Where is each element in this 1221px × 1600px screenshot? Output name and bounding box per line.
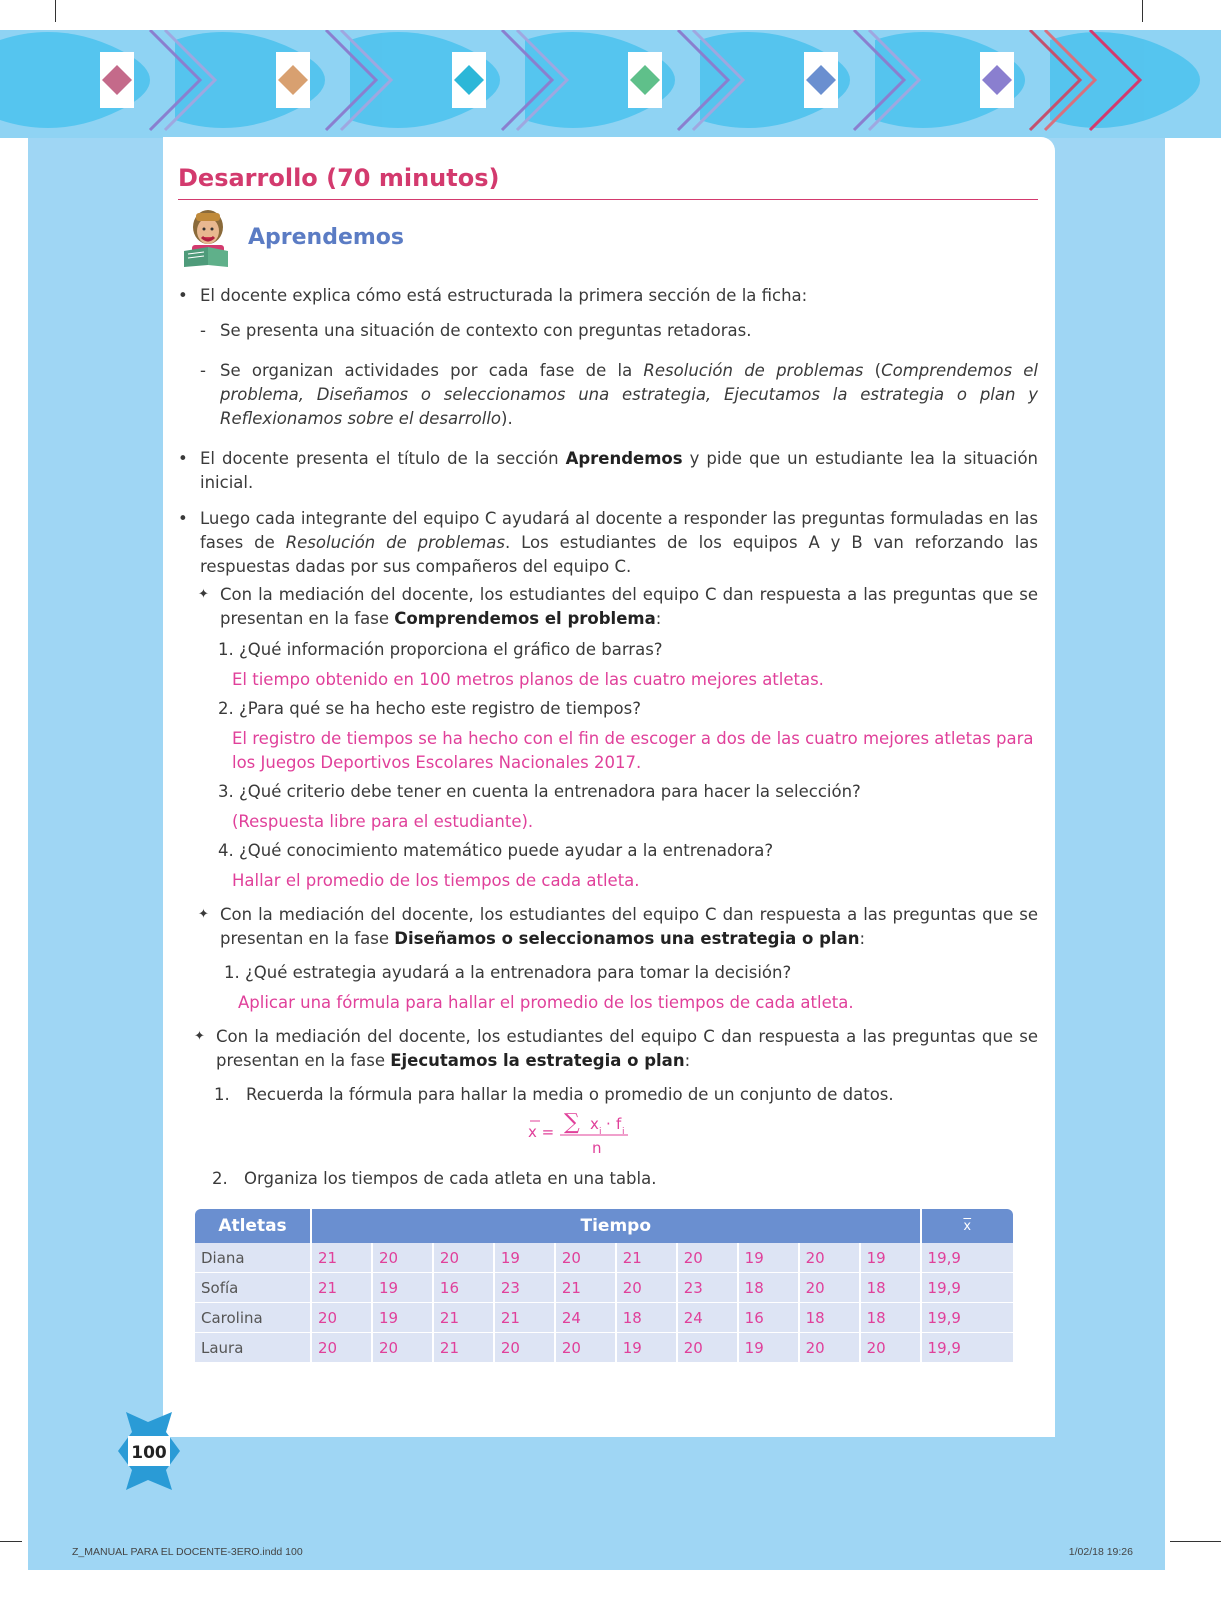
step-text: Organiza los tiempos de cada atleta en una tabla. [244,1169,657,1188]
text-run: Con la mediación del docente, los estudiantes del equipo C dan respuesta a las preguntas que se presentan en la fase [216,1027,1038,1070]
formula-lhs: x = [528,1123,555,1141]
text-run: : [655,609,662,628]
table-body [195,1243,1013,1363]
formula-f: f [616,1115,622,1133]
formula-x: x [590,1115,599,1133]
text-run: Diseñamos o seleccionamos una estrategia o plan [394,929,860,948]
crop-mark [1170,1541,1221,1542]
time-cell: 20 [556,1243,615,1273]
time-cell: 20 [495,1333,554,1363]
time-cell: 21 [312,1243,371,1273]
time-cell: 20 [800,1333,859,1363]
crop-mark [0,1541,22,1542]
answer: El registro de tiempos se ha hecho con el fin de escoger a dos de las cuatro mejores atletas para los Juegos Deportivos Escolares Nacionales 2017. [232,729,1034,772]
time-cell: 21 [312,1273,371,1303]
time-cell: 21 [434,1333,493,1363]
formula-sub: i [599,1127,602,1137]
subsection-title: Aprendemos [248,225,405,250]
athlete-times-table [193,1209,1015,1363]
time-cell: 23 [495,1273,554,1303]
formula-sub: i [622,1127,625,1137]
list-item: • El docente explica cómo está estructurada la primera sección de la ficha: [178,284,1038,308]
time-cell: 19 [373,1303,432,1333]
time-cell: 21 [617,1243,676,1273]
time-cell: 20 [678,1243,737,1273]
question: 4. ¿Qué conocimiento matemático puede ayudar a la entrenadora? [218,841,774,860]
time-cell: 18 [800,1303,859,1333]
list-item [178,1025,1038,1073]
question: 2. ¿Para qué se ha hecho este registro de tiempos? [218,699,641,718]
time-cell: 18 [861,1273,920,1303]
time-cell: 20 [678,1333,737,1363]
time-cell: 21 [556,1273,615,1303]
time-cell: 19 [495,1243,554,1273]
athlete-name: Laura [195,1333,310,1363]
time-cell: 20 [800,1273,859,1303]
athlete-name: Sofía [195,1273,310,1303]
crop-mark [55,0,56,22]
crop-mark [1142,0,1143,22]
time-cell: 23 [678,1273,737,1303]
mean-formula [178,1107,1038,1167]
formula-den: n [592,1139,602,1157]
formula-dot: · [606,1115,611,1133]
header-athletes: Atletas [195,1209,310,1243]
text-run: Ejecutamos la estrategia o plan [390,1051,685,1070]
time-cell: 20 [617,1273,676,1303]
question: 1. ¿Qué información proporciona el gráfico de barras? [218,640,663,659]
time-cell: 20 [800,1243,859,1273]
text-run: Comprendemos el problema [394,609,656,628]
answer: (Respuesta libre para el estudiante). [232,812,534,831]
list-item: - Se presenta una situación de contexto con preguntas retadoras. [178,319,1038,343]
table-row [195,1303,1013,1333]
step [178,1083,1038,1107]
time-cell: 18 [739,1273,798,1303]
text-run: Resolución de problemas [643,361,864,380]
mean-cell: 19,9 [922,1243,1013,1273]
decorative-band [0,30,1221,138]
time-cell: 20 [312,1303,371,1333]
step [178,1167,1038,1191]
step-number: 2. [212,1169,228,1188]
star-bullet-icon: ✦ [198,587,209,602]
text-run: ( [863,361,882,380]
table-header-row [195,1209,1013,1243]
step-number: 1. [214,1085,230,1104]
answer: Hallar el promedio de los tiempos de cada atleta. [232,871,640,890]
aprendemos-header [178,210,1038,266]
formula-sum: ∑ [564,1110,580,1135]
table-row [195,1243,1013,1273]
question: 3. ¿Qué criterio debe tener en cuenta la entrenadora para hacer la selección? [218,782,861,801]
footer-date: 1/02/18 19:26 [1068,1546,1133,1558]
step-text: Recuerda la fórmula para hallar la media o promedio de un conjunto de datos. [246,1085,894,1104]
student-reading-icon [178,207,236,269]
time-cell: 16 [434,1273,493,1303]
table-row [195,1333,1013,1363]
text-run: y pide que un estudiante lea la situación inicial. [200,449,1039,492]
mean-symbol: $\overline{x}$ [963,1218,972,1234]
page-number: 100 [131,1443,167,1463]
text-run: : [684,1051,691,1070]
section-title: Desarrollo (70 minutos) [178,163,1038,200]
time-cell: 20 [373,1333,432,1363]
text-run: Resolución de problemas [285,533,506,552]
list-item [178,903,1038,951]
list-item [178,583,1038,631]
time-cell: 18 [861,1303,920,1333]
star-bullet-icon: ✦ [198,907,209,922]
page-number-badge [118,1412,180,1490]
time-cell: 20 [556,1333,615,1363]
table-row [195,1273,1013,1303]
text-run: ). [501,409,513,428]
time-cell: 19 [617,1333,676,1363]
answer: El tiempo obtenido en 100 metros planos de las cuatro mejores atletas. [232,670,824,689]
athlete-name: Diana [195,1243,310,1273]
list-item [178,359,1038,431]
time-cell: 24 [678,1303,737,1333]
text-run: Luego cada integrante del equipo C ayudará al docente a responder las preguntas formuladas en las fases de [200,509,1038,552]
mean-cell: 19,9 [922,1333,1013,1363]
time-cell: 20 [861,1333,920,1363]
time-cell: 21 [495,1303,554,1333]
text-run: Con la mediación del docente, los estudiantes del equipo C dan respuesta a las preguntas que se presentan en la fase [220,905,1038,948]
text-run: . Los estudiantes de los equipos A y B van reforzando las respuestas dadas por sus compañeros del equipo C. [200,533,1039,576]
athlete-name: Carolina [195,1303,310,1333]
mean-cell: 19,9 [922,1273,1013,1303]
time-cell: 19 [861,1243,920,1273]
text-run: Se organizan actividades por cada fase de la [220,361,644,380]
time-cell: 19 [739,1243,798,1273]
time-cell: 20 [312,1333,371,1363]
time-cell: 21 [434,1303,493,1333]
time-cell: 19 [373,1273,432,1303]
text-run: : [859,929,866,948]
mean-cell: 19,9 [922,1303,1013,1333]
question: 1. ¿Qué estrategia ayudará a la entrenadora para tomar la decisión? [224,963,792,982]
text-run: El docente presenta el título de la sección [200,449,566,468]
star-bullet-icon: ✦ [194,1029,205,1044]
time-cell: 18 [617,1303,676,1333]
list-item [178,447,1038,495]
answer: Aplicar una fórmula para hallar el promedio de los tiempos de cada atleta. [238,993,854,1012]
time-cell: 20 [434,1243,493,1273]
text-run: Aprendemos [565,449,683,468]
main-content [178,163,1038,1191]
time-cell: 24 [556,1303,615,1333]
text-run: Con la mediación del docente, los estudiantes del equipo C dan respuesta a las preguntas que se presentan en la fase [220,585,1038,628]
text-run: Comprendemos el problema, Diseñamos o seleccionamos una estrategia, Ejecutamos la estrategia o plan y Reflexionamos sobre el desarrollo [220,361,1039,428]
time-cell: 19 [739,1333,798,1363]
header-time: Tiempo [312,1209,920,1243]
header-mean [922,1209,1013,1243]
list-item [178,507,1038,579]
time-cell: 20 [373,1243,432,1273]
time-cell: 16 [739,1303,798,1333]
footer-file: Z_MANUAL PARA EL DOCENTE-3ERO.indd 100 [72,1546,303,1558]
